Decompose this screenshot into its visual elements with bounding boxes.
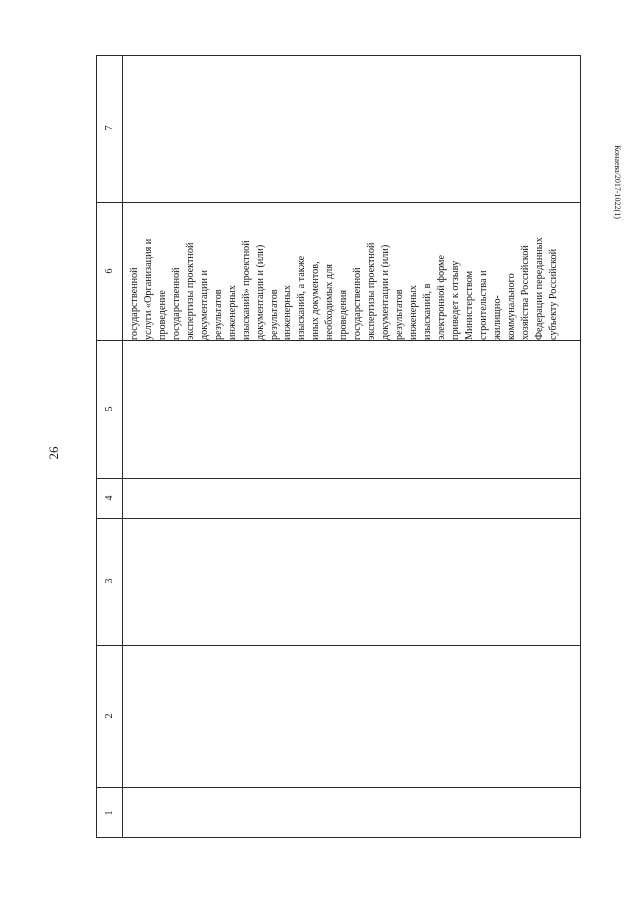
column-6-line: необходимых для xyxy=(324,264,336,340)
page-number: 26 xyxy=(46,446,61,460)
column-divider xyxy=(96,478,581,479)
header-col-6: 6 xyxy=(104,268,115,274)
column-divider xyxy=(96,340,581,341)
column-6-line: экспертизы проектной xyxy=(184,242,196,340)
column-6-line: результатов xyxy=(268,289,280,340)
column-6-line: проведение xyxy=(156,290,168,340)
column-6-line: результатов xyxy=(394,289,406,340)
header-col-3: 3 xyxy=(104,578,115,584)
column-6-line: экспертизы проектной xyxy=(366,242,378,340)
column-6-line: государственной xyxy=(129,267,140,340)
column-6-line: изысканий, в xyxy=(421,283,433,340)
column-6-line: услуги «Организация и xyxy=(142,238,154,340)
column-6-line: государственной xyxy=(352,267,364,340)
header-col-5: 5 xyxy=(104,406,115,412)
header-col-4: 4 xyxy=(104,495,115,501)
column-6-line: хозяйства Российской xyxy=(519,245,531,340)
column-6-line: документации и (или) xyxy=(254,244,266,340)
column-6-line: Федерации переданных xyxy=(533,237,545,340)
document-code: Конаева/2017-1022(1) xyxy=(613,145,622,219)
column-6-line: приведет к отзыву xyxy=(449,260,461,340)
column-divider xyxy=(96,518,581,519)
column-6-line: изысканий» проектной xyxy=(240,240,252,340)
column-6-line: субъекту Российской xyxy=(547,248,559,340)
column-6-line: электронной форме xyxy=(435,255,447,340)
column-divider xyxy=(96,787,581,788)
column-6-line: документации и (или) xyxy=(380,244,392,340)
column-divider xyxy=(96,202,581,203)
column-6-line: изысканий, а также xyxy=(296,255,308,340)
column-6-line: инженерных xyxy=(408,285,419,340)
column-6-line: жилищно- xyxy=(491,295,503,340)
column-divider xyxy=(96,645,581,646)
column-6-line: Министерством xyxy=(463,270,475,340)
header-col-1: 1 xyxy=(104,810,115,816)
column-6-line: проведения xyxy=(338,289,350,340)
header-col-2: 2 xyxy=(104,713,115,719)
column-6-line: инженерных xyxy=(226,285,238,340)
column-6-line: иных документов, xyxy=(310,261,322,340)
column-6-line: коммунального xyxy=(505,273,517,340)
column-6-line: инженерных xyxy=(282,285,294,340)
column-6-line: строительства и xyxy=(477,270,489,340)
column-6-line: документации и xyxy=(198,270,210,340)
header-col-7: 7 xyxy=(104,125,115,131)
column-6-line: государственной xyxy=(170,267,182,340)
column-6-line: результатов xyxy=(212,289,224,340)
